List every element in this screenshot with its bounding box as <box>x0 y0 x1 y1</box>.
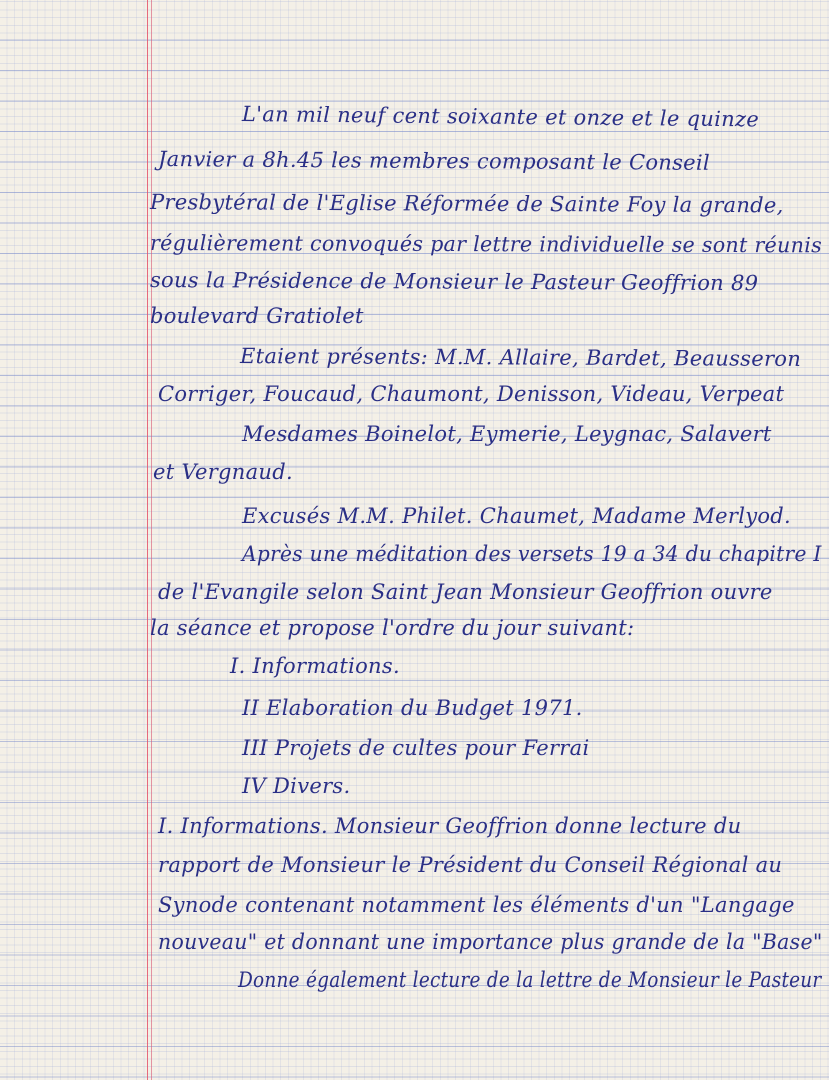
section-heading-line: I. Informations. Monsieur Geoffrion donne lecture du <box>158 814 742 838</box>
agenda-item: II Elaboration du Budget 1971. <box>242 696 583 720</box>
text-line: de l'Evangile selon Saint Jean Monsieur Geoffrion ouvre <box>158 580 773 604</box>
text-line: Après une méditation des versets 19 a 34 du chapitre I <box>242 542 822 566</box>
text-line: Presbytéral de l'Eglise Réformée de Sainte Foy la grande, <box>149 190 784 218</box>
text-line: boulevard Gratiolet <box>150 304 364 328</box>
text-line: la séance et propose l'ordre du jour suivant: <box>150 616 635 640</box>
agenda-item: III Projets de cultes pour Ferrai <box>242 736 590 760</box>
text-line: Synode contenant notamment les éléments d'un "Langage <box>158 893 795 917</box>
text-line: régulièrement convoqués par lettre individuelle se sont réunis <box>149 231 823 258</box>
agenda-item: IV Divers. <box>242 774 351 798</box>
text-line: Excusés M.M. Philet. Chaumet, Madame Merlyod. <box>242 504 792 528</box>
agenda-item: I. Informations. <box>230 654 400 678</box>
text-line: sous la Présidence de Monsieur le Pasteur Geoffrion 89 <box>149 268 759 296</box>
text-line: Janvier a 8h.45 les membres composant le Conseil <box>157 147 711 175</box>
text-line: et Vergnaud. <box>153 460 293 484</box>
text-line: nouveau" et donnant une importance plus grande de la "Base" <box>158 930 823 954</box>
text-line: rapport de Monsieur le Président du Conseil Régional au <box>158 853 783 877</box>
text-line: Mesdames Boinelot, Eymerie, Leygnac, Salavert <box>242 422 772 446</box>
text-line: Etaient présents: M.M. Allaire, Bardet, Beausseron <box>239 344 802 371</box>
text-line: L'an mil neuf cent soixante et onze et le quinze <box>241 102 760 132</box>
text-line: Corriger, Foucaud, Chaumont, Denisson, Videau, Verpeat <box>158 382 785 406</box>
text-line: Donne également lecture de la lettre de Monsieur le Pasteur <box>238 968 822 992</box>
